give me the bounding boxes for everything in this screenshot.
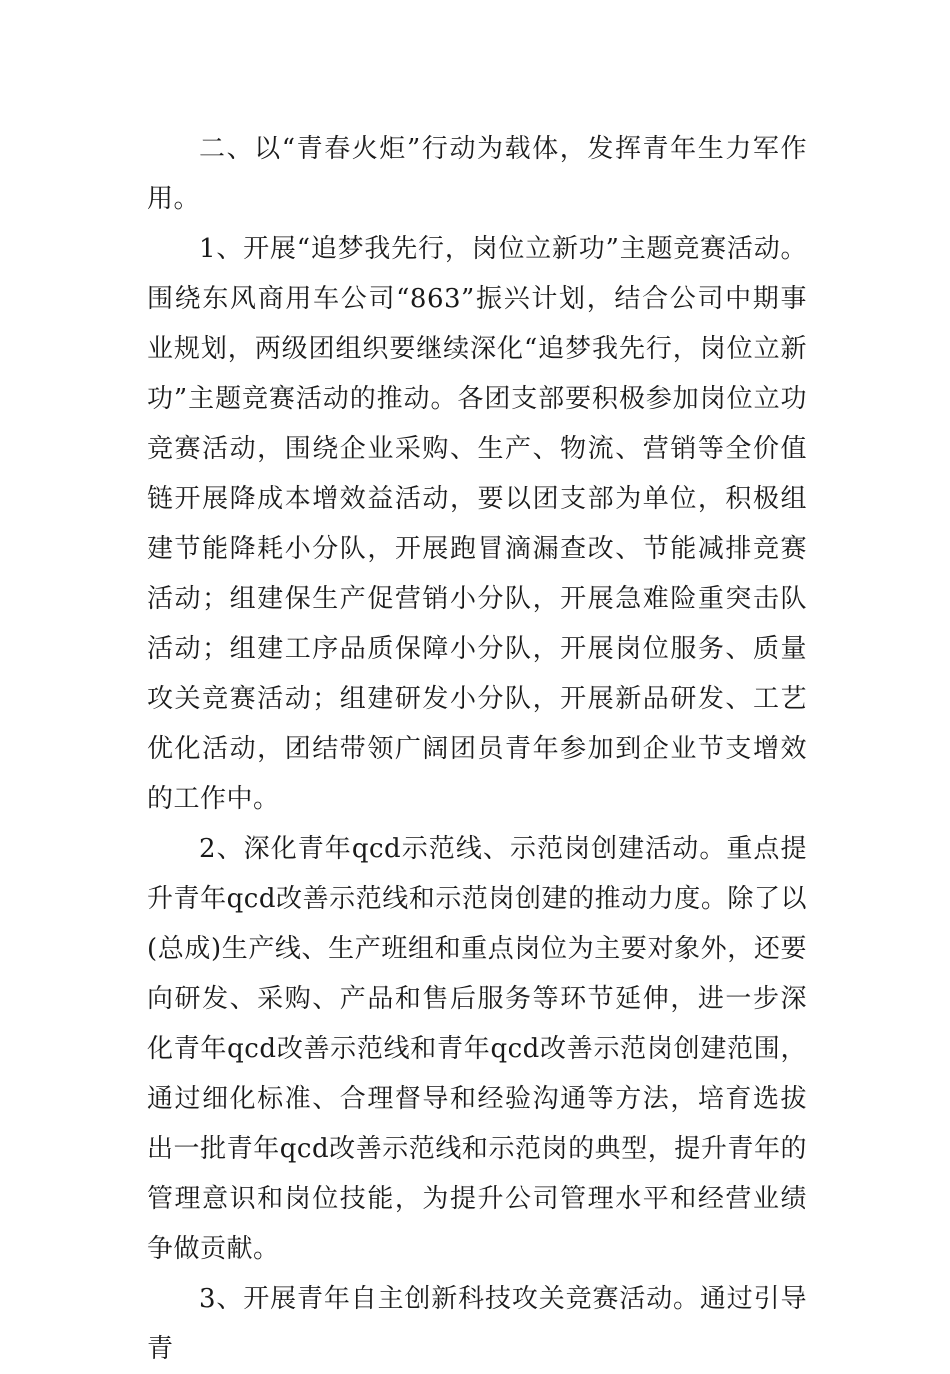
- item-1-paragraph: 1、开展“追梦我先行，岗位立新功”主题竞赛活动。围绕东风商用车公司“863”振兴计划，结合公司中期事业规划，两级团组织要继续深化“追梦我先行，岗位立新功”主题竞赛活动的推动。各团支部要积极参加岗位立功竞赛活动，围绕企业采购、生产、物流、营销等全价值链开展降成本增效益活动，要以团支部为单位，积极组建节能降耗小分队，开展跑冒滴漏查改、节能减排竞赛活动；组建保生产促营销小分队，开展急难险重突击队活动；组建工序品质保障小分队，开展岗位服务、质量攻关竞赛活动；组建研发小分队，开展新品研发、工艺优化活动，团结带领广阔团员青年参加到企业节支增效的工作中。: [147, 234, 807, 814]
- document-body: [147, 124, 807, 1374]
- item-2-paragraph: 2、深化青年qcd示范线、示范岗创建活动。重点提升青年qcd改善示范线和示范岗创建的推动力度。除了以(总成)生产线、生产班组和重点岗位为主要对象外，还要向研发、采购、产品和售后服务等环节延伸，进一步深化青年qcd改善示范线和青年qcd改善示范岗创建范围，通过细化标准、合理督导和经验沟通等方法，培育选拔出一批青年qcd改善示范线和示范岗的典型，提升青年的管理意识和岗位技能，为提升公司管理水平和经营业绩争做贡献。: [147, 834, 807, 1264]
- section-heading-paragraph: 二、以“青春火炬”行动为载体，发挥青年生力军作用。: [147, 134, 807, 214]
- item-3-paragraph: 3、开展青年自主创新科技攻关竞赛活动。通过引导青: [147, 1284, 807, 1364]
